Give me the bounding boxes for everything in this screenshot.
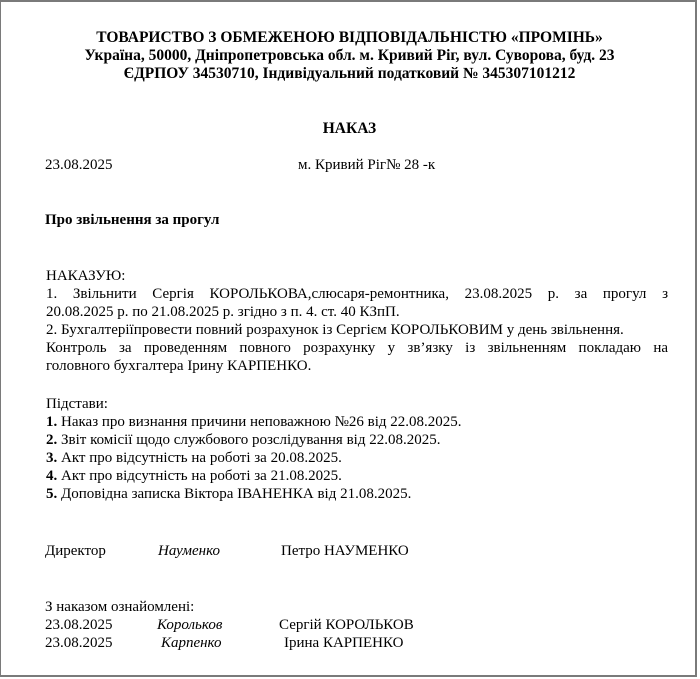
grounds-item: [46, 431, 440, 449]
grounds-item-number: 5.: [46, 486, 58, 502]
grounds-item-text: Доповідна записка Віктора ІВАНЕНКА від 21.08.2025.: [57, 486, 412, 502]
order-title: НАКАЗ: [322, 120, 377, 137]
order-date: 23.08.2025: [45, 157, 113, 173]
grounds-item-number: 2.: [46, 432, 58, 448]
company-name: ТОВАРИСТВО З ОБМЕЖЕНОЮ ВІДПОВІДАЛЬНІСТЮ «ПРОМІНЬ»: [96, 29, 603, 46]
grounds-item: [46, 467, 342, 485]
acknowledged-name: Ірина КАРПЕНКО: [284, 635, 404, 651]
acknowledged-date: 23.08.2025: [45, 617, 113, 633]
grounds-item-number: 4.: [46, 468, 58, 484]
grounds-item-text: Акт про відсутність на роботі за 20.08.2025.: [57, 450, 342, 466]
signature-sign: Науменко: [158, 543, 221, 559]
acknowledged-date: 23.08.2025: [45, 635, 113, 651]
grounds-item-text: Акт про відсутність на роботі за 21.08.2025.: [57, 468, 342, 484]
grounds-item-text: Звіт комісії щодо службового розслідування від 22.08.2025.: [57, 432, 441, 448]
grounds-item: [46, 449, 342, 467]
acknowledged-name: Сергій КОРОЛЬКОВ: [279, 617, 414, 633]
grounds-item-number: 3.: [46, 450, 58, 466]
order-place-number: м. Кривий Ріг№ 28 -к: [298, 157, 436, 173]
signature-position: Директор: [45, 543, 106, 559]
grounds-item-text: Наказ про визнання причини неповажною №26 від 22.08.2025.: [57, 414, 462, 430]
order-intro: НАКАЗУЮ:: [46, 268, 126, 284]
grounds-item: [46, 485, 411, 503]
control-line-2: головного бухгалтера Ірину КАРПЕНКО.: [46, 358, 312, 374]
order-item-1-line-1: 1. Звільнити Сергія КОРОЛЬКОВА,слюсаря-ремонтника, 23.08.2025 р. за прогул з: [46, 286, 668, 302]
order-item-1-line-2: 20.08.2025 р. по 21.08.2025 р. згідно з п. 4. ст. 40 КЗпП.: [46, 304, 400, 320]
order-item-2: 2. Бухгалтеріїпровести повний розрахунок із Сергієм КОРОЛЬКОВИМ у день звільнення.: [46, 322, 624, 338]
acknowledged-sign: Корольков: [157, 617, 223, 633]
acknowledged-sign: Карпенко: [161, 635, 222, 651]
acknowledged-title: З наказом ознайомлені:: [45, 599, 195, 615]
company-codes: ЄДРПОУ 34530710, Індивідуальний податковий № 345307101212: [123, 65, 576, 82]
signature-name: Петро НАУМЕНКО: [281, 543, 409, 559]
control-line-1: Контроль за проведенням повного розрахунку у зв’язку із звільненням покладаю на: [46, 340, 668, 356]
company-address: Україна, 50000, Дніпропетровська обл. м. Кривий Ріг, вул. Суворова, буд. 23: [84, 47, 615, 64]
grounds-item: [46, 413, 462, 431]
order-subject: Про звільнення за прогул: [45, 212, 220, 228]
grounds-item-number: 1.: [46, 414, 58, 430]
grounds-title: Підстави:: [46, 396, 108, 412]
